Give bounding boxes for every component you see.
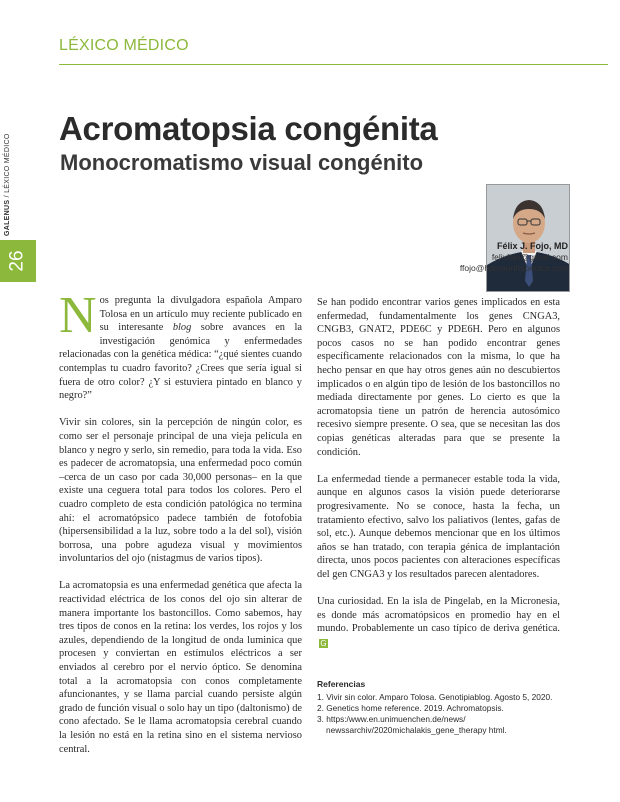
- drop-cap: N: [59, 287, 97, 344]
- paragraph-6: Una curiosidad. En la isla de Pingelab, en la Micronesia, es donde más acromatópsicos en promedio hay en el mundo. Probablemente un caso típico de deriva genética. G: [317, 596, 560, 648]
- reference-item: 3. https:/www.en.unimuenchen.de/news/: [317, 714, 466, 724]
- author-photo: [486, 184, 570, 292]
- end-mark-icon: G: [320, 638, 327, 648]
- page-number: 26: [6, 250, 28, 272]
- body-column-left: [59, 287, 302, 770]
- paragraph-5: La enfermedad tiende a permanecer estable toda la vida, aunque en algunos casos la visión puede deteriorarse progresivamente. No se conoce, hasta la fecha, un tratamiento efectivo, salvo los paliativos (lentes, gafas de sol, etc.). Aunque debemos mencionar que en los últimos años se han tratado, con terapia génica de implantación directa, unos pocos pacientes con alteraciones específicas del gen CNGA3 y los resultados parecen alentadores.: [317, 473, 560, 580]
- section-label: LÉXICO MÉDICO: [59, 37, 189, 54]
- header-divider: [59, 64, 608, 65]
- reference-item: 1. Vivir sin color. Amparo Tolosa. Genotipiablog. Agosto 5, 2020.: [317, 692, 553, 702]
- author-portrait-graphic: [487, 185, 570, 292]
- paragraph-2: Vivir sin colores, sin la percepción de ningún color, es como ser el personaje principal de una vieja película en blanco y negro y serlo, sin remedio, para toda la vida. Eso es padecer de acromatopsia, una enfermedad poco común –cerca de un caso por cada 30,000 personas– en la que existe una ceguera total para todos los colores. Pero el cuadro completo de esta condición patológica no termina ahí: el acromatópsico padece también de fotofobia (hipersensibilidad a la luz, sobre todo a la del sol), visión borrosa, una pobre agudeza visual y movimientos involuntarios del ojo (nistagmus de varios tipos).: [59, 417, 302, 565]
- author-name: Félix J. Fojo, MD: [496, 241, 568, 251]
- author-info: [460, 241, 568, 274]
- reference-item: newssarchiv/2020michalakis_gene_therapy html.: [326, 725, 507, 735]
- article-title: Acromatopsia congénita: [59, 110, 438, 147]
- references-title: Referencias: [317, 679, 366, 689]
- reference-item: 2. Genetics home reference. 2019. Achromatopsis.: [317, 703, 504, 713]
- paragraph-3: La acromatopsia es una enfermedad genética que afecta la reactividad eléctrica de los conos del ojo sin alterar de manera importante los bastoncillos. Como sabemos, hay tres tipos de conos en la retina: los verdes, los rojos y los azules, dependiendo de la longitud de onda luminica que procesen y conviertan en estímulos eléctricos a ser enviados al cerebro por el nervio óptico. Se denomina total a la acromatopsia con conos completamente afuncionantes, y se llama parcial cuando persiste algún grado de función visual o solo hay un tipo (daltonismo) de cono afectado. Se le llama acromatopsia cerebral cuando la lesión no está en la retina sino en el sistema nervioso central.: [59, 580, 302, 755]
- author-email-2: ffojo@homeorthopedics.com: [459, 263, 568, 273]
- paragraph-4: Se han podido encontrar varios genes implicados en esta enfermedad, fundamentalmente los genes CNGA3, CNGB3, GNAT2, PDE6C y PDE6H. Pero en algunos pocos casos no se han podido encontrar genes específicamente relacionados con la misma, lo que ha hecho pensar en que hay otros genes aún no descubiertos implicados o en algún tipo de lesión de los bastoncillos no mediada directamente por genes. Lo cierto es que la acromatopsia tiene un patrón de herencia autosómico recesivo siempre presente. O sea, que se necesitan las dos copias genéticas alteradas para que se presente la condición.: [317, 297, 560, 458]
- paragraph-1: Nos pregunta la divulgadora española Amparo Tolosa en un artículo muy reciente publicado en su interesante blog sobre avances en la investigación genómica y enfermedades relacionadas con la genética médica: “¿qué sientes cuando contemplas tu cuadro favorito? ¿Crees que sería igual si fuera de otro color? ¿Y si estuviera pintado en blanco y negro?”: [59, 287, 302, 402]
- running-footer: GALENUS / LÉXICO MÉDICO: [4, 133, 11, 236]
- article-subtitle: Monocromatismo visual congénito: [60, 150, 424, 175]
- body-column-right: [317, 296, 560, 663]
- references: [317, 679, 577, 736]
- author-email-1: felixfojo@gmail.com: [491, 252, 568, 262]
